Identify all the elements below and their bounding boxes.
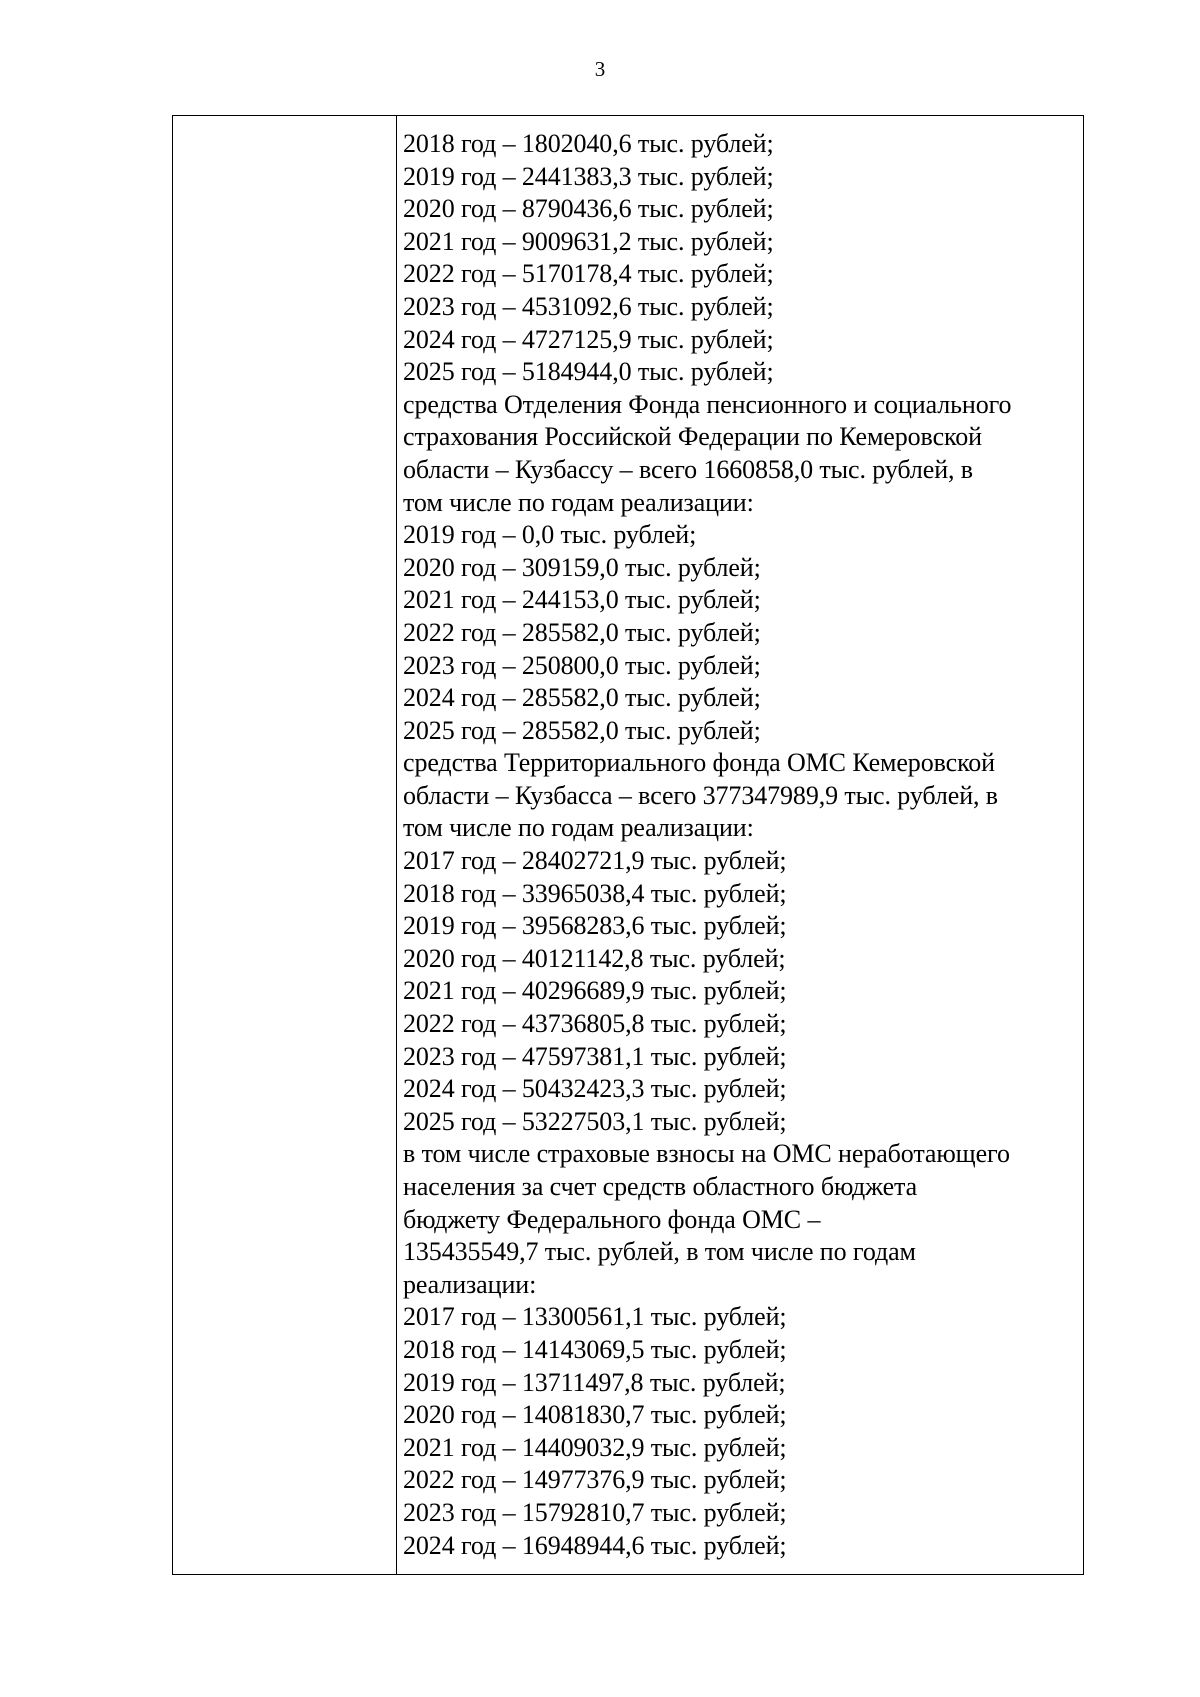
text-line: области – Кузбассу – всего 1660858,0 тыс. рублей, в [403,454,973,484]
text-line: 2024 год – 16948944,6 тыс. рублей; [403,1530,787,1560]
text-line: 2022 год – 43736805,8 тыс. рублей; [403,1009,787,1039]
text-line: реализации: [403,1269,537,1299]
table [172,115,1084,1575]
text-line: 2023 год – 15792810,7 тыс. рублей; [403,1497,787,1527]
text-line: 2020 год – 309159,0 тыс. рублей; [403,552,761,582]
text-line: 2020 год – 40121142,8 тыс. рублей; [403,943,786,973]
text-line: 2017 год – 13300561,1 тыс. рублей; [403,1302,787,1332]
text-line: 135435549,7 тыс. рублей, в том числе по годам [403,1237,916,1267]
text-line: 2019 год – 13711497,8 тыс. рублей; [403,1367,786,1397]
text-line: 2021 год – 14409032,9 тыс. рублей; [403,1432,787,1462]
text-line: 2018 год – 14143069,5 тыс. рублей; [403,1334,787,1364]
text-line: 2023 год – 47597381,1 тыс. рублей; [403,1041,787,1071]
text-line: 2019 год – 39568283,6 тыс. рублей; [403,911,787,941]
table-right-cell [397,116,1083,1574]
text-line: 2025 год – 285582,0 тыс. рублей; [403,715,761,745]
text-line: 2021 год – 9009631,2 тыс. рублей; [403,226,774,256]
text-line: бюджету Федерального фонда ОМС – [403,1204,821,1234]
text-line: 2024 год – 50432423,3 тыс. рублей; [403,1074,787,1104]
text-line: 2025 год – 5184944,0 тыс. рублей; [403,357,774,387]
text-line: 2023 год – 250800,0 тыс. рублей; [403,650,761,680]
text-line: населения за счет средств областного бюджета [403,1172,918,1201]
text-line: в том числе страховые взносы на ОМС неработающего [403,1139,1010,1169]
text-line: том числе по годам реализации: [403,813,754,843]
text-line: 2019 год – 0,0 тыс. рублей; [403,520,697,550]
table-left-cell [173,116,397,1574]
text-line: 2021 год – 40296689,9 тыс. рублей; [403,976,787,1006]
text-line: 2020 год – 8790436,6 тыс. рублей; [403,194,774,224]
text-line: 2019 год – 2441383,3 тыс. рублей; [403,161,774,191]
text-line: страхования Российской Федерации по Кемеровской [403,422,982,452]
text-line: 2020 год – 14081830,7 тыс. рублей; [403,1400,787,1430]
text-line: 2022 год – 285582,0 тыс. рублей; [403,617,761,647]
text-line: области – Кузбасса – всего 377347989,9 тыс. рублей, в [403,780,998,810]
text-line: 2022 год – 5170178,4 тыс. рублей; [403,259,774,289]
text-line: 2018 год – 33965038,4 тыс. рублей; [403,878,787,908]
text-line: 2022 год – 14977376,9 тыс. рублей; [403,1465,787,1495]
text-line: средства Отделения Фонда пенсионного и социального [403,389,1012,419]
text-line: 2021 год – 244153,0 тыс. рублей; [403,585,761,615]
page-number: 3 [594,57,606,81]
text-line: 2023 год – 4531092,6 тыс. рублей; [403,291,774,321]
text-line: 2024 год – 285582,0 тыс. рублей; [403,683,761,713]
text-line: 2025 год – 53227503,1 тыс. рублей; [403,1106,787,1136]
text-line: 2024 год – 4727125,9 тыс. рублей; [403,324,774,354]
text-line: 2017 год – 28402721,9 тыс. рублей; [403,846,787,876]
text-line: том числе по годам реализации: [403,487,754,517]
text-line: 2018 год – 1802040,6 тыс. рублей; [403,129,774,158]
text-line: средства Территориального фонда ОМС Кемеровской [403,748,995,778]
